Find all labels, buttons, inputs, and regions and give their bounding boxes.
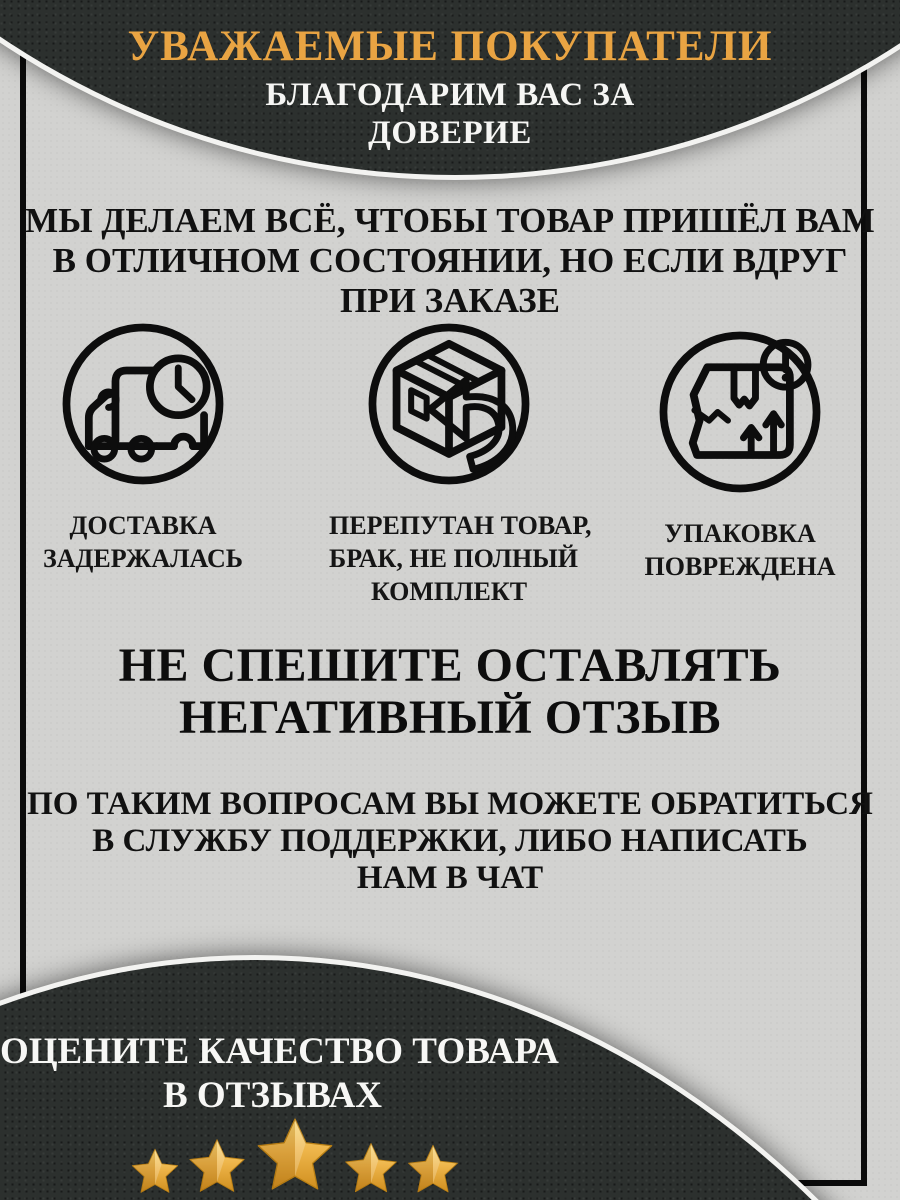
intro-line-1: МЫ ДЕЛАЕМ ВСЁ, ЧТОБЫ ТОВАР ПРИШЁЛ ВАМ bbox=[25, 201, 875, 240]
issue-label-line: БРАК, НЕ ПОЛНЫЙ bbox=[329, 544, 578, 573]
rating-stars bbox=[100, 1110, 490, 1198]
issue-label-line: КОМПЛЕКТ bbox=[370, 577, 528, 606]
issue-delivery-delayed bbox=[23, 318, 263, 575]
issue-label-line: ПОВРЕЖДЕНА bbox=[644, 552, 836, 581]
star-icon bbox=[186, 1136, 248, 1198]
issue-wrong-item bbox=[329, 318, 592, 608]
headline-line-1: НЕ СПЕШИТЕ ОСТАВЛЯТЬ bbox=[118, 639, 782, 692]
header-subtitle-line-2: ДОВЕРИЕ bbox=[368, 115, 532, 151]
headline-line-2: НЕГАТИВНЫЙ ОТЗЫВ bbox=[178, 691, 722, 744]
support-line-2: В СЛУЖБУ ПОДДЕРЖКИ, ЛИБО НАПИСАТЬ bbox=[92, 823, 808, 859]
star-icon bbox=[253, 1114, 337, 1198]
header-subtitle-line-1: БЛАГОДАРИМ ВАС ЗА bbox=[265, 77, 635, 113]
footer-line-2: В ОТЗЫВАХ bbox=[162, 1075, 383, 1116]
star-icon bbox=[405, 1142, 461, 1198]
support-line-1: ПО ТАКИМ ВОПРОСАМ ВЫ МОЖЕТЕ ОБРАТИТЬСЯ bbox=[27, 786, 873, 822]
footer-line-1: ОЦЕНИТЕ КАЧЕСТВО ТОВАРА bbox=[0, 1031, 559, 1072]
issue-label-line: УПАКОВКА bbox=[664, 519, 816, 548]
intro-paragraph bbox=[0, 201, 900, 321]
issue-label-line: ЗАДЕРЖАЛАСЬ bbox=[42, 544, 243, 573]
intro-line-2: В ОТЛИЧНОМ СОСТОЯНИИ, НО ЕСЛИ ВДРУГ bbox=[52, 241, 848, 280]
issue-label-line: ПЕРЕПУТАН ТОВАР, bbox=[329, 511, 592, 540]
intro-line-3: ПРИ ЗАКАЗЕ bbox=[340, 281, 560, 320]
star-icon bbox=[342, 1140, 400, 1198]
footer bbox=[0, 1030, 559, 1118]
star-icon bbox=[129, 1146, 181, 1198]
issue-packaging-damaged bbox=[620, 318, 860, 583]
delivery-truck-clock-icon bbox=[57, 318, 229, 490]
issue-label-line: ДОСТАВКА bbox=[69, 511, 217, 540]
support-line-3: НАМ В ЧАТ bbox=[356, 860, 544, 896]
box-return-arrow-icon bbox=[363, 318, 535, 490]
damaged-package-icon bbox=[654, 326, 826, 498]
header-title: УВАЖАЕМЫЕ ПОКУПАТЕЛИ bbox=[127, 23, 773, 70]
support-paragraph bbox=[0, 786, 900, 897]
headline bbox=[0, 640, 900, 744]
